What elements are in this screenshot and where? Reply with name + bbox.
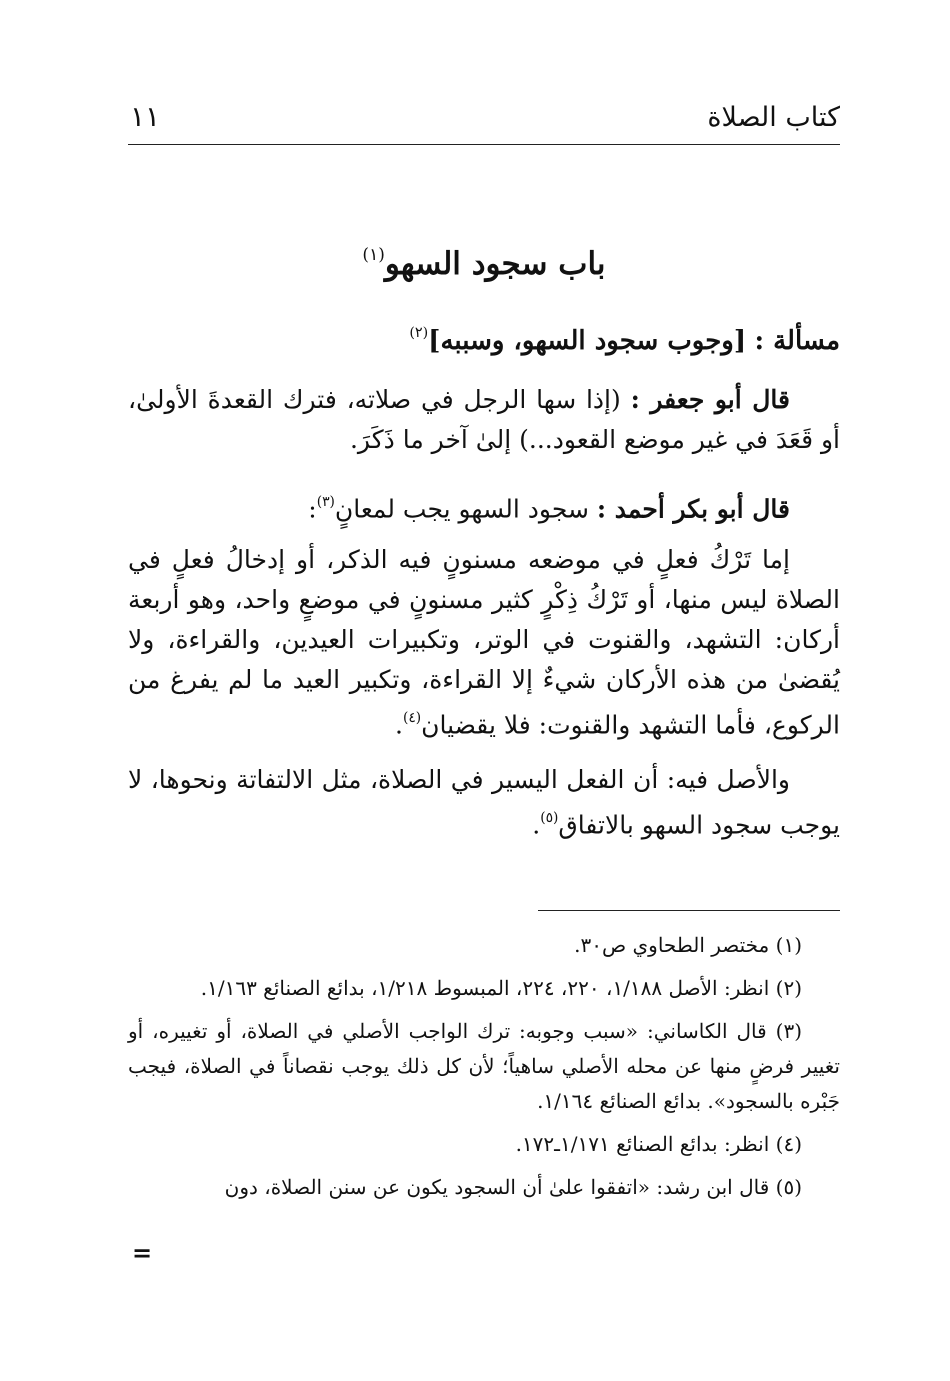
speaker-abu-bakr: قال أبو بكر أحمد : <box>596 494 790 524</box>
footnote-3: (٣) قال الكاساني: «سبب وجوبه: ترك الواجب الأصلي في الصلاة، أو تغييره، أو تغيير فرضٍ منها عن محله الأصلي ساهياً؛ لأن كل ذلك يوجب نقصاناً في الصلاة، فيجب جَبْره بالسجود». بدائع الصنائع ١/١٦٤. <box>128 1019 840 1113</box>
footnote-ref-1[interactable]: (١) <box>362 245 385 266</box>
paragraph-abu-jafar <box>128 380 840 460</box>
continuation-mark: = <box>132 1238 153 1267</box>
paragraph-text: إما تَرْكُ فعلٍ في موضعه مسنونٍ فيه الذكر، أو إدخالُ فعلٍ في الصلاة ليس منها، أو تَرْكُ ذِكْرٍ كثير مسنونٍ في موضعٍ واحد، وهو أربعة أركان: التشهد، والقنوت في الوتر، وتكبيرات العيدين، والقراءة، ولا يُقضىٰ من هذه الأركان شيءٌ إلا القراءة، وتكبير العيد ما لم يفرغ من الركوع، فأما التشهد والقنوت: فلا يقضيان <box>128 545 840 740</box>
speaker-abu-jafar: قال أبو جعفر : <box>630 385 790 414</box>
running-title: كتاب الصلاة <box>707 102 840 133</box>
footnote-ref-3[interactable]: (٣) <box>316 493 335 510</box>
paragraph-text: والأصل فيه: أن الفعل اليسير في الصلاة، مثل الالتفاتة ونحوها، لا يوجب سجود السهو بالاتفاق <box>128 765 840 840</box>
paragraph-abu-bakr <box>128 484 840 529</box>
issue-heading <box>409 326 840 356</box>
footnote-ref-2[interactable]: (٢) <box>409 325 429 342</box>
paragraph-tail: . <box>532 810 541 840</box>
footnote-ref-4[interactable]: (٤) <box>402 709 422 726</box>
footnote-separator <box>538 910 840 911</box>
paragraph-principle <box>128 760 840 845</box>
issue-title: [وجوب سجود السهو، وسببه] <box>428 326 747 356</box>
footnote-ref-5[interactable]: (٥) <box>540 809 559 826</box>
running-header <box>128 96 840 145</box>
footnote-1: (١) مختصر الطحاوي ص٣٠. <box>574 933 802 957</box>
paragraph-text: سجود السهو يجب لمعانٍ <box>334 494 589 524</box>
issue-label: مسألة : <box>754 326 840 356</box>
page-number: ١١ <box>130 100 161 133</box>
chapter-title <box>128 246 840 282</box>
footnote-4: (٤) انظر: بدائع الصنائع ١/١٧١ـ١٧٢. <box>515 1132 802 1156</box>
paragraph-causes <box>128 540 840 745</box>
footnotes <box>128 928 840 1213</box>
paragraph-tail: : <box>308 494 317 524</box>
paragraph-text: (إذا سها الرجل في صلاته، فترك القعدةَ الأولىٰ، أو قَعَدَ في غير موضع القعود...) إلىٰ آخر ما ذَكَرَ. <box>128 385 840 454</box>
paragraph-tail: . <box>395 710 403 740</box>
footnote-5: (٥) قال ابن رشد: «اتفقوا علىٰ أن السجود يكون عن سنن الصلاة، دون <box>224 1175 802 1199</box>
chapter-title-text: باب سجود السهو <box>384 246 606 282</box>
footnote-2: (٢) انظر: الأصل ١/١٨٨، ٢٢٠، ٢٢٤، المبسوط ١/٢١٨، بدائع الصنائع ١/١٦٣. <box>200 976 802 1000</box>
